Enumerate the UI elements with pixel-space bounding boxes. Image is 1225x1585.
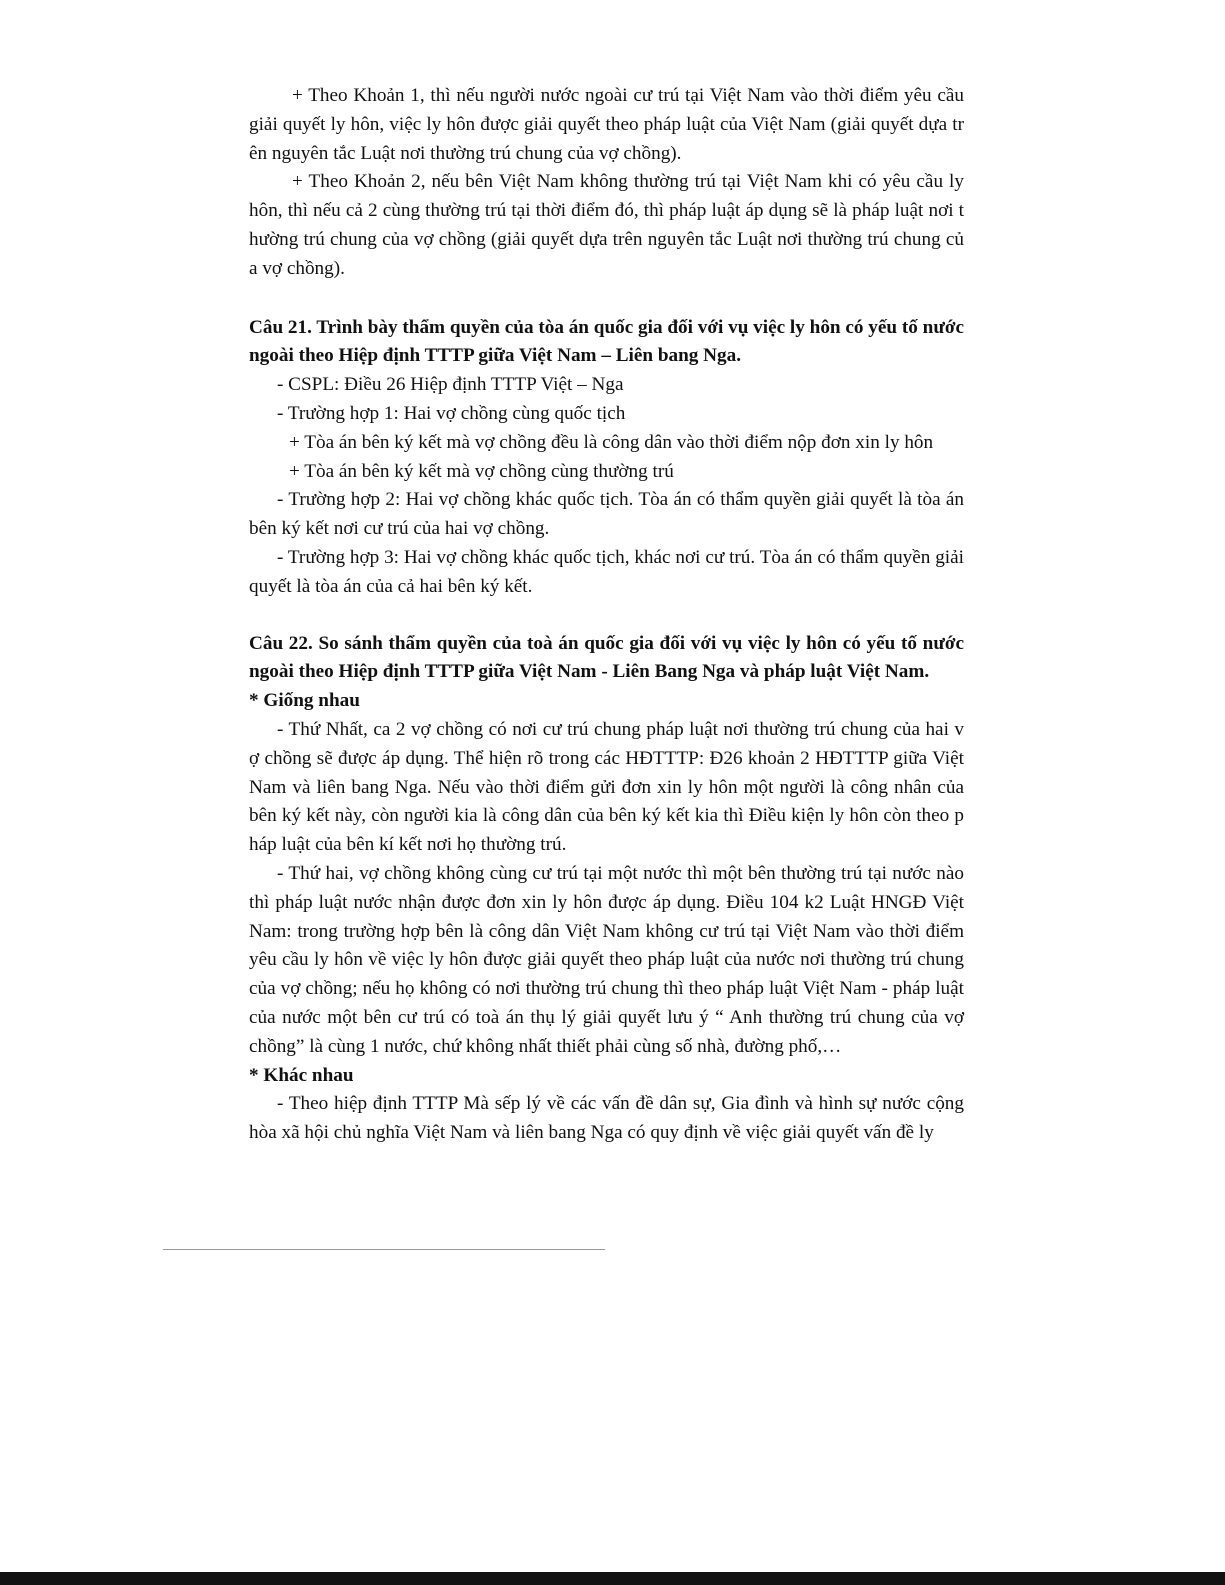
q21-case-2: - Trường hợp 2: Hai vợ chồng khác quốc tịch. Tòa án có thẩm quyền giải quyết là tòa án bên ký kết nơi cư trú của hai vợ chồng. — [249, 489, 964, 540]
paragraph-khoan-1: + Theo Khoản 1, thì nếu người nước ngoài cư trú tại Việt Nam vào thời điểm yêu cầu giải quyết ly hôn, việc ly hôn được giải quyết theo pháp luật của Việt Nam (giải quyết dựa tr ên nguyên tắc Luật nơi thường trú chung của vợ chồng). — [249, 85, 964, 164]
page-bottom-border — [0, 1572, 1225, 1585]
page-content — [249, 82, 964, 1148]
paragraph-khoan-2: + Theo Khoản 2, nếu bên Việt Nam không thường trú tại Việt Nam khi có yêu cầu ly hôn, thì nếu cả 2 cùng thường trú tại thời điểm đó, thì pháp luật áp dụng sẽ là pháp luật nơi t hường trú chung của vợ chồng (giải quyết dựa trên nguyên tắc Luật nơi thường trú chung củ a vợ chồng). — [249, 171, 964, 279]
similarity-1: - Thứ Nhất, ca 2 vợ chồng có nơi cư trú chung pháp luật nơi thường trú chung của hai v ợ chồng sẽ được áp dụng. Thể hiện rõ trong các HĐTTTP: Đ26 khoản 2 HĐTTTP giữa Việt Nam và liên bang Nga. Nếu vào thời điểm gửi đơn xin ly hôn một người là công nhân của bên ký kết này, còn người kia là công dân của bên ký kết kia thì Điều kiện ly hôn còn theo p háp luật của bên kí kết nơi họ thường trú. — [249, 718, 964, 856]
q21-case-1: - Trường hợp 1: Hai vợ chồng cùng quốc tịch — [277, 402, 626, 424]
difference-1: - Theo hiệp định TTTP Mà sếp lý về các vấn đề dân sự, Gia đình và hình sự nước cộng hòa xã hội chủ nghĩa Việt Nam và liên bang Nga có quy định về việc giải quyết vấn đề ly — [249, 1093, 964, 1144]
footnote-separator — [163, 1249, 605, 1250]
question-22-heading: Câu 22. So sánh thẩm quyền của toà án quốc gia đối với vụ việc ly hôn có yếu tố nước ngoài theo Hiệp định TTTP giữa Việt Nam - Liên Bang Nga và pháp luật Việt Nam. — [249, 632, 964, 683]
q21-case-3: - Trường hợp 3: Hai vợ chồng khác quốc tịch, khác nơi cư trú. Tòa án có thẩm quyền giải quyết là tòa án của cả hai bên ký kết. — [249, 546, 964, 597]
q21-case-1-item-b: + Tòa án bên ký kết mà vợ chồng cùng thường trú — [289, 460, 674, 482]
similarity-2: - Thứ hai, vợ chồng không cùng cư trú tại một nước thì một bên thường trú tại nước nào thì pháp luật nước nhận được đơn xin ly hôn được áp dụng. Điều 104 k2 Luật HNGĐ Việt Nam: trong trường hợp bên là công dân Việt Nam không cư trú tại Việt Nam vào thời điểm yêu cầu ly hôn về việc ly hôn được giải quyết theo pháp luật của nước nơi thường trú chung của vợ chồng; nếu họ không có nơi thường trú chung thì theo pháp luật Việt Nam - pháp luật của nước một bên cư trú có toà án thụ lý giải quyết lưu ý “ Anh thường trú chung của vợ chồng” là cùng 1 nước, chứ không nhất thiết phải cùng số nhà, đường phố,… — [249, 862, 964, 1057]
question-21-heading: Câu 21. Trình bày thẩm quyền của tòa án quốc gia đối với vụ việc ly hôn có yếu tố nước ngoài theo Hiệp định TTTP giữa Việt Nam – Liên bang Nga. — [249, 316, 964, 367]
differences-heading: * Khác nhau — [249, 1064, 354, 1086]
q21-case-1-item-a: + Tòa án bên ký kết mà vợ chồng đều là công dân vào thời điểm nộp đơn xin ly hôn — [289, 431, 934, 453]
q21-cspl: - CSPL: Điều 26 Hiệp định TTTP Việt – Nga — [277, 374, 624, 396]
similarities-heading: * Giống nhau — [249, 690, 360, 712]
